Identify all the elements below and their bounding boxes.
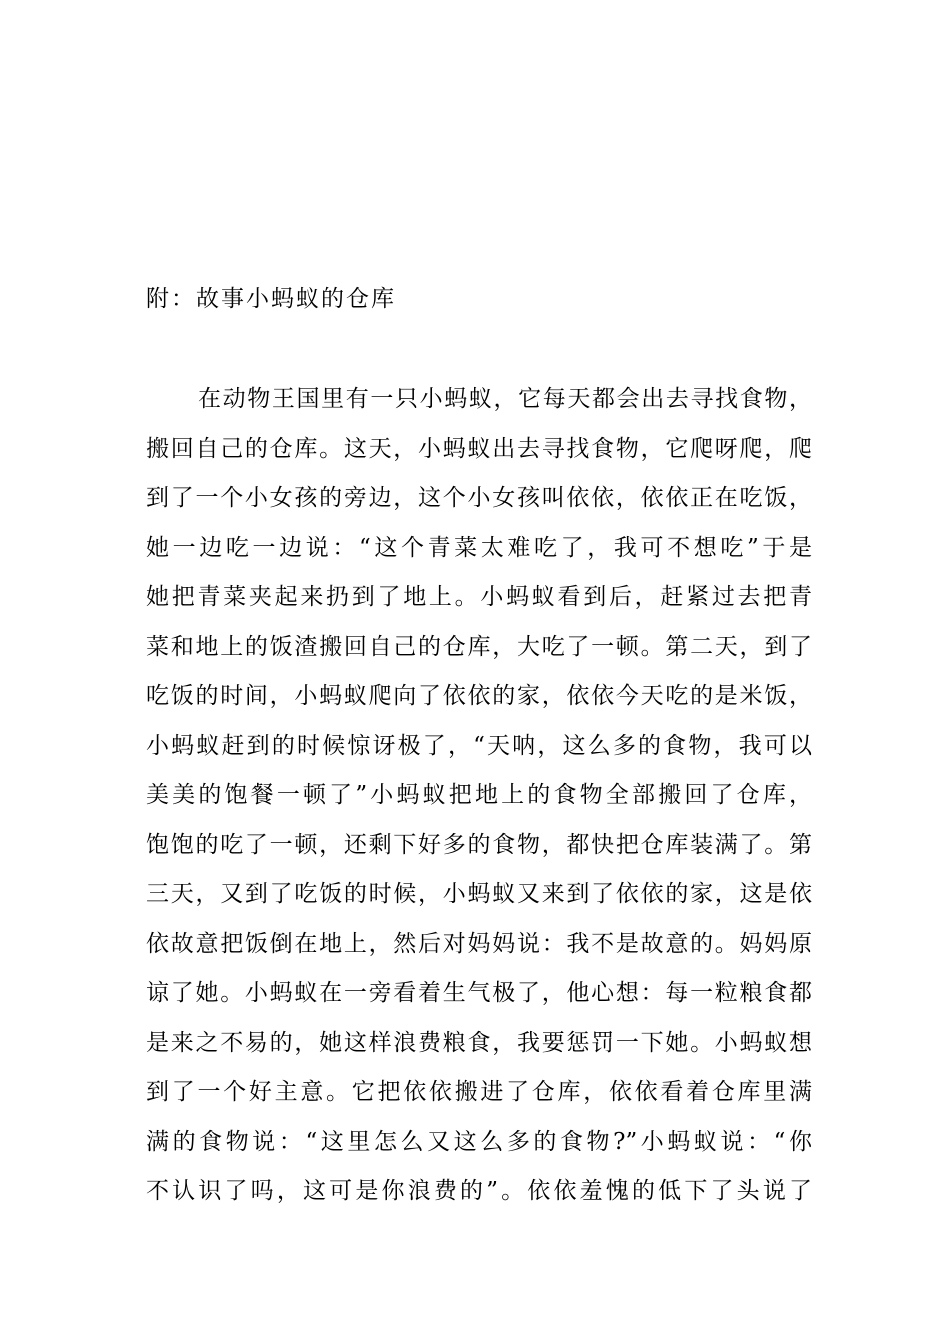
story-line: 小蚂蚁赶到的时候惊讶极了，“天呐，这么多的食物，我可以 <box>146 732 812 759</box>
story-line: 菜和地上的饭渣搬回自己的仓库，大吃了一顿。第二天，到了 <box>146 633 812 660</box>
document-title: 附：故事小蚂蚁的仓库 <box>146 286 396 312</box>
story-line: 不认识了吗，这可是你浪费的”。依依羞愧的低下了头说了 <box>146 1178 812 1204</box>
story-line: 满的食物说：“这里怎么又这么多的食物?”小蚂蚁说：“你 <box>146 1128 812 1155</box>
story-line: 是来之不易的，她这样浪费粮食，我要惩罚一下她。小蚂蚁想 <box>146 1029 812 1056</box>
story-line: 搬回自己的仓库。这天，小蚂蚁出去寻找食物，它爬呀爬，爬 <box>146 435 812 462</box>
story-line: 她一边吃一边说：“这个青菜太难吃了，我可不想吃”于是 <box>146 534 812 561</box>
story-line: 在动物王国里有一只小蚂蚁，它每天都会出去寻找食物， <box>198 386 812 412</box>
story-body <box>146 380 812 1222</box>
story-line: 三天，又到了吃饭的时候，小蚂蚁又来到了依依的家，这是依 <box>146 881 812 907</box>
story-line: 到了一个小女孩的旁边，这个小女孩叫依依，依依正在吃饭， <box>146 485 812 511</box>
story-line: 到了一个好主意。它把依依搬进了仓库，依依看着仓库里满 <box>146 1079 812 1105</box>
story-line: 谅了她。小蚂蚁在一旁看着生气极了，他心想：每一粒粮食都 <box>146 980 812 1006</box>
story-line: 吃饭的时间，小蚂蚁爬向了依依的家，依依今天吃的是米饭， <box>146 683 812 709</box>
story-line: 饱饱的吃了一顿，还剩下好多的食物，都快把仓库装满了。第 <box>146 831 812 858</box>
story-line: 美美的饱餐一顿了”小蚂蚁把地上的食物全部搬回了仓库， <box>146 782 812 808</box>
story-line: 依故意把饭倒在地上，然后对妈妈说：我不是故意的。妈妈原 <box>146 930 812 957</box>
story-line: 她把青菜夹起来扔到了地上。小蚂蚁看到后，赶紧过去把青 <box>146 584 812 610</box>
